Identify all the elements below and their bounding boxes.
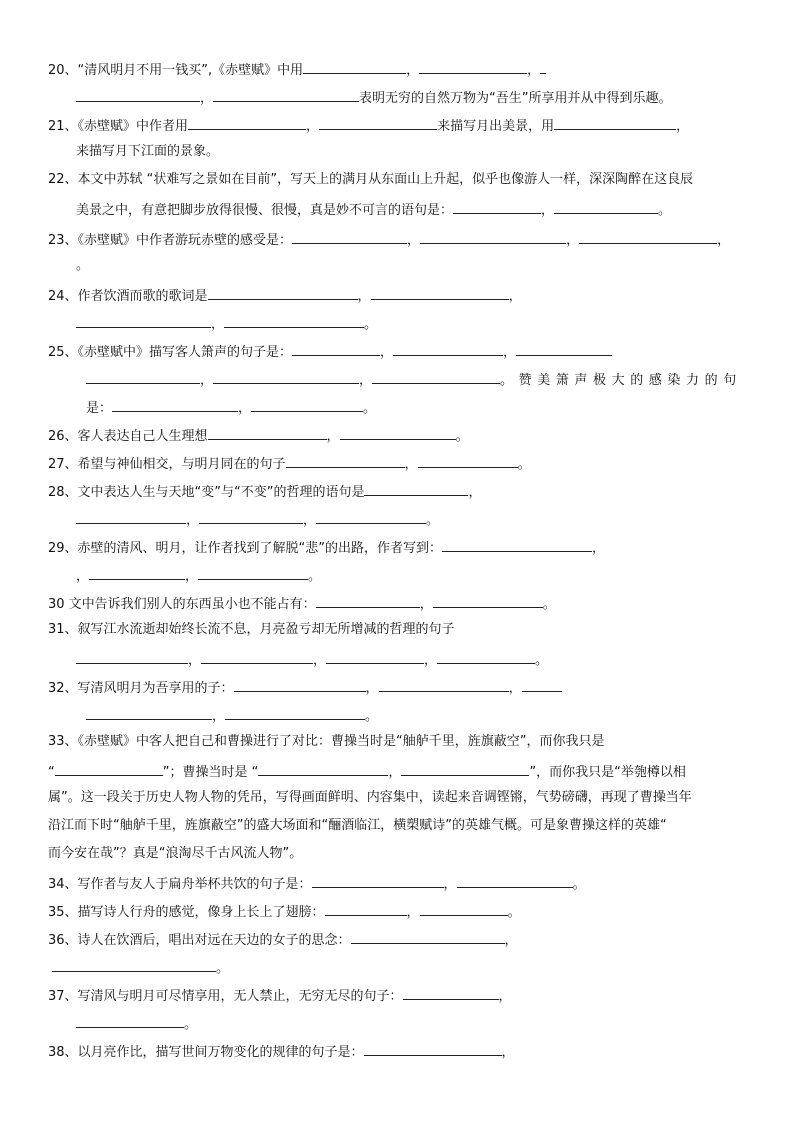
q30-text: 30 文中告诉我们别人的东西虽小也不能占有： <box>48 597 316 612</box>
question-21-line-2 <box>76 142 219 162</box>
punct: ， <box>76 569 90 584</box>
q38-text: 38、以月亮作比，描写世间万物变化的规律的句子是： <box>48 1045 364 1060</box>
q22-text: 22、本文中苏轼 “状难写之景如在目前”，写天上的满月从东面山上升起，似乎也像游人一样，深深陶醉在这良辰 <box>48 172 694 187</box>
blank[interactable] <box>554 198 658 214</box>
q33-text-4: 沿江而下时“舳舻千里，旌旗蔽空”的盛大场面和“酾酒临江，横槊赋诗”的英雄气概。可是象曹操这样的英雄“ <box>48 818 667 833</box>
blank[interactable] <box>76 648 188 664</box>
blank[interactable] <box>316 592 420 608</box>
blank[interactable] <box>379 676 509 692</box>
punct: ， <box>185 569 199 584</box>
q23-text: 23、《赤壁赋》中作者游玩赤壁的感受是： <box>48 233 293 248</box>
blank[interactable] <box>372 368 500 384</box>
punct: ， <box>407 233 421 248</box>
blank[interactable] <box>234 676 366 692</box>
q37-text: 37、写清风与明月可尽情享用，无人禁止，无穷无尽的句子： <box>48 989 403 1004</box>
blank[interactable] <box>351 928 505 944</box>
punct: ， <box>388 765 402 780</box>
blank[interactable] <box>401 760 529 776</box>
blank[interactable] <box>453 198 541 214</box>
blank[interactable] <box>340 424 456 440</box>
punct: ， <box>443 877 457 892</box>
blank[interactable] <box>225 704 365 720</box>
question-26 <box>48 424 469 447</box>
blank[interactable] <box>319 114 437 130</box>
question-20-line-1 <box>48 58 546 81</box>
question-22-line-1 <box>48 170 693 190</box>
blank[interactable] <box>292 228 407 244</box>
punct: 。 <box>455 429 469 444</box>
question-34 <box>48 872 586 895</box>
punct: 。 <box>363 401 377 416</box>
punct: ， <box>508 681 522 696</box>
blank[interactable] <box>516 340 612 356</box>
punct: 。 <box>364 317 378 332</box>
question-32-line-2 <box>86 704 378 727</box>
question-25-line-1 <box>48 340 612 363</box>
question-36-line-2 <box>52 956 229 979</box>
punct: ， <box>498 989 512 1004</box>
punct: 。 <box>216 961 230 976</box>
q33-text-5: 而今安在哉”？真是“浪淘尽千古风流人物”。 <box>48 846 303 861</box>
blank[interactable] <box>419 58 527 74</box>
blank[interactable] <box>213 368 359 384</box>
q25-text: 25、《赤壁赋中》描写客人箫声的句子是： <box>48 345 293 360</box>
punct: ， <box>676 119 690 134</box>
question-27 <box>48 452 531 475</box>
question-25-line-3 <box>86 396 376 419</box>
blank[interactable] <box>86 704 212 720</box>
blank[interactable] <box>540 58 546 74</box>
q21-text: 21、《赤壁赋》中作者用 <box>48 119 189 134</box>
blank[interactable] <box>554 114 676 130</box>
blank[interactable] <box>201 648 313 664</box>
punct: ， <box>406 905 420 920</box>
blank[interactable] <box>292 340 380 356</box>
punct: ， <box>303 513 317 528</box>
q33-text-mid: ”；曹操当时是 “ <box>162 765 259 780</box>
question-24-line-2 <box>76 312 377 335</box>
q20-text-end: 表明无穷的自然万物为“吾生”所享用并从中得到乐趣。 <box>359 91 672 106</box>
question-29-line-2 <box>76 564 321 587</box>
punct: ， <box>211 317 225 332</box>
question-37-line-2 <box>76 1012 197 1035</box>
question-23-line-1 <box>48 228 730 251</box>
punct: ， <box>527 63 541 78</box>
question-33-line-1 <box>48 732 605 752</box>
punct: ， <box>357 289 371 304</box>
blank[interactable] <box>76 312 211 328</box>
q35-text: 35、描写诗人行舟的感觉，像身上长上了翅膀： <box>48 905 325 920</box>
blank[interactable] <box>89 564 185 580</box>
blank[interactable] <box>364 1040 502 1056</box>
punct: ， <box>424 653 438 668</box>
punct: ， <box>541 203 555 218</box>
punct: 。 <box>542 597 556 612</box>
q20-text: 20、“清风明月不用一钱买”,《赤壁赋》中用 <box>48 63 304 78</box>
punct: ， <box>313 653 327 668</box>
punct: ， <box>501 1045 515 1060</box>
punct: 。 <box>517 457 531 472</box>
question-28-line-1 <box>48 480 482 503</box>
punct: 。 <box>507 905 521 920</box>
question-33-line-5 <box>48 844 302 864</box>
question-31-line-2 <box>76 648 548 671</box>
punct: ， <box>566 233 580 248</box>
q28-text: 28、文中表达人生与天地“变”与“不变”的哲理的语句是 <box>48 485 365 500</box>
q32-text: 32、写清风明月为吾享用的子： <box>48 681 234 696</box>
punct: ， <box>508 289 522 304</box>
punct: 。 <box>535 653 549 668</box>
blank[interactable] <box>52 956 216 972</box>
blank[interactable] <box>76 1012 184 1028</box>
blank[interactable] <box>325 900 407 916</box>
blank[interactable] <box>420 900 508 916</box>
q29-text: 29、赤壁的清风、明月，让作者找到了解脱“悲”的出路，作者写到： <box>48 541 443 556</box>
punct: 。 <box>76 258 90 273</box>
blank[interactable] <box>208 424 327 440</box>
question-24-line-1 <box>48 284 522 307</box>
question-33-line-3 <box>48 788 692 808</box>
blank[interactable] <box>393 340 503 356</box>
punct: 。 <box>365 709 379 724</box>
q31-text: 31、叙写江水流逝却始终长流不息，月亮盈亏却无所增减的哲理的句子 <box>48 622 455 637</box>
q36-text: 36、诗人在饮酒后，唱出对远在天边的女子的思念： <box>48 933 351 948</box>
question-31-line-1 <box>48 620 455 640</box>
blank[interactable] <box>55 760 163 776</box>
punct: ， <box>200 373 214 388</box>
q33-text: 33、《赤壁赋》中客人把自己和曹操进行了对比：曹操当时是“舳舻千里，旌旗蔽空”，而你我只是 <box>48 734 605 749</box>
q25-text-end: 是： <box>86 401 113 416</box>
blank[interactable] <box>437 648 535 664</box>
q33-text-3: 属”。这一段关于历史人物人物的凭吊，写得画面鲜明、内容集中，读起来音调铿锵，气势磅礴，再现了曹操当年 <box>48 790 692 805</box>
q33-text-mid2: ”，而你我只是“举匏樽以相 <box>529 765 686 780</box>
punct: 。 <box>184 1017 198 1032</box>
punct: ， <box>406 63 420 78</box>
punct: 。 <box>658 203 672 218</box>
punct: ， <box>717 233 731 248</box>
q34-text: 34、写作者与友人于扁舟举杯共饮的句子是： <box>48 877 312 892</box>
blank[interactable] <box>326 648 424 664</box>
punct: 。 <box>308 569 322 584</box>
punct: ， <box>365 681 379 696</box>
q25-text-mid: 。赞美箫声极大的感染力的句 <box>500 373 742 388</box>
blank[interactable] <box>112 396 238 412</box>
blank[interactable] <box>371 284 509 300</box>
punct: ， <box>212 709 226 724</box>
blank[interactable] <box>208 284 358 300</box>
blank[interactable] <box>198 564 308 580</box>
blank[interactable] <box>224 312 364 328</box>
punct: ， <box>188 653 202 668</box>
q21-text-mid: 来描写月出美景，用 <box>437 119 555 134</box>
q24-text: 24、作者饮酒而歌的歌词是 <box>48 289 208 304</box>
blank[interactable] <box>442 536 592 552</box>
question-35 <box>48 900 521 923</box>
blank[interactable] <box>316 508 426 524</box>
question-32-line-1 <box>48 676 562 699</box>
punct: 。 <box>426 513 440 528</box>
blank[interactable] <box>251 396 363 412</box>
blank[interactable] <box>199 508 303 524</box>
punct: ， <box>592 541 606 556</box>
blank[interactable] <box>76 508 186 524</box>
blank[interactable] <box>303 58 406 74</box>
question-29-line-1 <box>48 536 605 559</box>
blank[interactable] <box>86 368 200 384</box>
punct: ， <box>238 401 252 416</box>
punct: ， <box>306 119 320 134</box>
question-30 <box>48 592 556 615</box>
blank[interactable] <box>286 452 405 468</box>
punct: ， <box>200 91 214 106</box>
punct: 。 <box>572 877 586 892</box>
q22-text-2: 美景之中，有意把脚步放得很慢、很慢，真是妙不可言的语句是： <box>76 203 454 218</box>
blank[interactable] <box>403 984 499 1000</box>
punct: ， <box>419 597 433 612</box>
blank[interactable] <box>433 592 543 608</box>
question-20-line-2 <box>76 86 672 109</box>
punct: ， <box>326 429 340 444</box>
punct: ， <box>380 345 394 360</box>
punct: ， <box>468 485 482 500</box>
question-38 <box>48 1040 515 1063</box>
blank[interactable] <box>457 872 573 888</box>
punct: ， <box>359 373 373 388</box>
blank[interactable] <box>579 228 717 244</box>
punct: “ <box>48 765 55 780</box>
blank[interactable] <box>420 228 566 244</box>
blank[interactable] <box>418 452 518 468</box>
question-23-line-2 <box>76 256 89 276</box>
blank[interactable] <box>312 872 444 888</box>
question-33-line-2 <box>48 760 686 783</box>
question-36-line-1 <box>48 928 518 951</box>
punct: ， <box>504 933 518 948</box>
blank[interactable] <box>188 114 306 130</box>
punct: ， <box>404 457 418 472</box>
blank[interactable] <box>364 480 468 496</box>
punct: ， <box>503 345 517 360</box>
question-37-line-1 <box>48 984 512 1007</box>
blank[interactable] <box>76 86 200 102</box>
blank[interactable] <box>213 86 359 102</box>
question-33-line-4 <box>48 816 667 836</box>
q21-text-end: 来描写月下江面的景象。 <box>76 144 220 159</box>
blank[interactable] <box>522 676 562 692</box>
blank[interactable] <box>258 760 388 776</box>
q26-text: 26、客人表达自己人生理想 <box>48 429 208 444</box>
question-22-line-2 <box>76 198 671 221</box>
punct: ， <box>186 513 200 528</box>
q27-text: 27、希望与神仙相交，与明月同在的句子 <box>48 457 286 472</box>
question-28-line-2 <box>76 508 439 531</box>
question-25-line-2 <box>86 368 742 391</box>
question-21-line-1 <box>48 114 689 137</box>
